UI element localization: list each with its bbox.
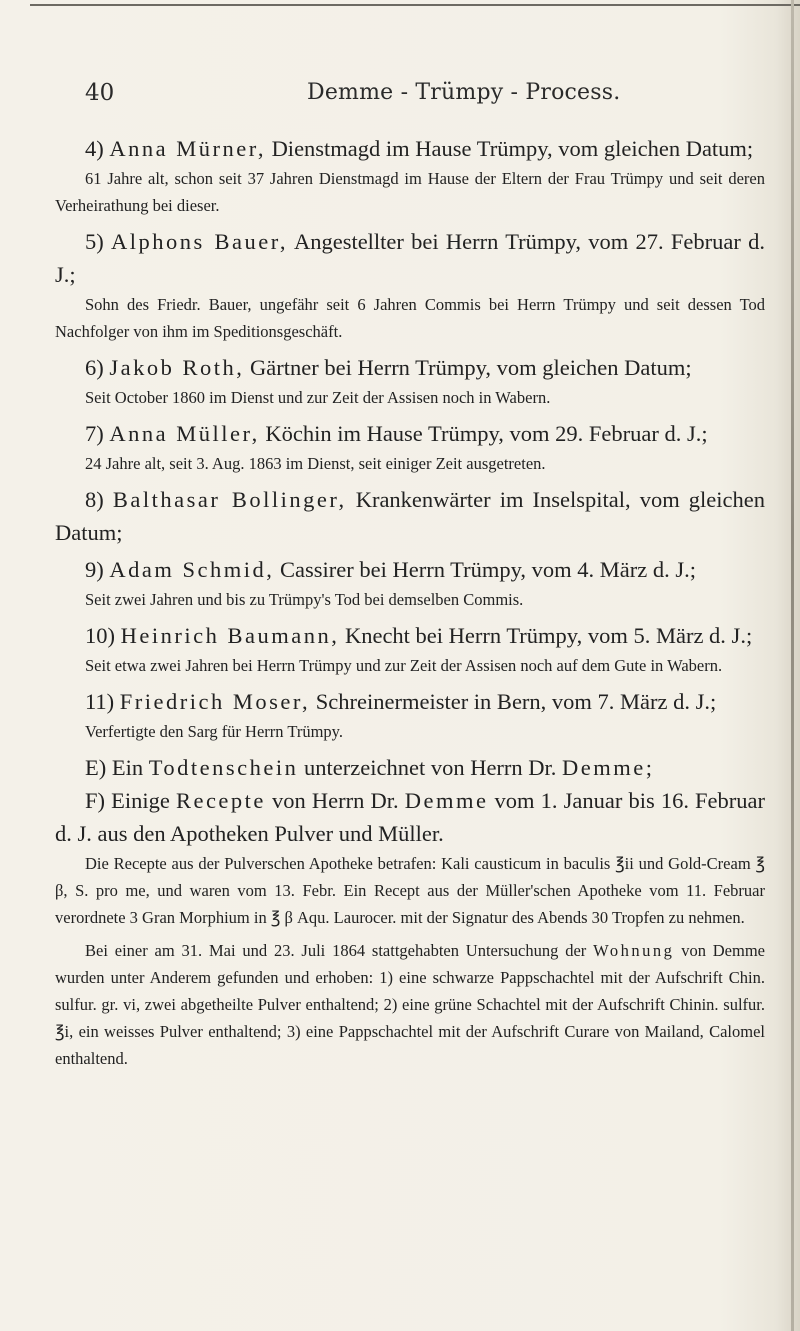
entry-heading: 8) Balthasar Bollinger, Krankenwärter im Inselspital, vom gleichen Datum;	[55, 487, 766, 545]
section-f: F) Einige Recepte von Herrn Dr. Demme vom 1. Januar bis 16. Februar d. J. aus den Apotheken Pulver und Müller.	[55, 788, 766, 846]
paragraph-recepte: Die Recepte aus der Pulverschen Apotheke betrafen: Kali causticum in baculis ℥ii und Gold-Cream ℥ β, S. pro me, und waren vom 13. Febr. Ein Recept aus der Müller'schen Apotheke vom 11. Februar verordnete 3 Gran Morphium in ℥ β Aqu. Laurocer. mit der Signatur des Abends 30 Tropfen zu nehmen.	[55, 854, 765, 927]
entry-note: Verfertigte den Sarg für Herrn Trümpy.	[85, 722, 343, 741]
page-content	[55, 80, 765, 1078]
entry-heading: 5) Alphons Bauer, Angestellter bei Herrn Trümpy, vom 27. Februar d. J.;	[55, 229, 765, 287]
running-title: Demme - Trümpy - Process.	[307, 80, 621, 105]
entry-heading: 7) Anna Müller, Köchin im Hause Trümpy, vom 29. Februar d. J.;	[85, 421, 708, 446]
page-header	[55, 80, 765, 114]
entry-note: 24 Jahre alt, seit 3. Aug. 1863 im Dienst, seit einiger Zeit ausgetreten.	[85, 454, 546, 473]
witness-entry	[55, 417, 765, 477]
witness-entry	[55, 132, 765, 219]
witness-entry	[55, 685, 765, 745]
witness-entry	[55, 553, 765, 613]
entry-note: Seit etwa zwei Jahren bei Herrn Trümpy und zur Zeit der Assisen noch auf dem Gute in Wabern.	[85, 656, 723, 675]
witness-list	[55, 132, 765, 745]
entry-heading: 10) Heinrich Baumann, Knecht bei Herrn Trümpy, vom 5. März d. J.;	[85, 623, 753, 648]
page-number: 40	[85, 80, 115, 106]
witness-entry	[55, 351, 765, 411]
section-e: E) Ein Todtenschein unterzeichnet von Herrn Dr. Demme;	[85, 755, 655, 780]
entry-note: Seit October 1860 im Dienst und zur Zeit der Assisen noch in Wabern.	[85, 388, 551, 407]
entry-note: Sohn des Friedr. Bauer, ungefähr seit 6 Jahren Commis bei Herrn Trümpy und seit dessen Tod Nachfolger von ihm im Speditionsgeschäft.	[55, 295, 765, 341]
witness-entry	[55, 225, 765, 345]
entry-heading: 6) Jakob Roth, Gärtner bei Herrn Trümpy, vom gleichen Datum;	[85, 355, 692, 380]
entry-note: 61 Jahre alt, schon seit 37 Jahren Dienstmagd im Hause der Eltern der Frau Trümpy und seit deren Verheirathung bei dieser.	[55, 169, 765, 215]
page-edge-shadow	[791, 0, 794, 1331]
entry-heading: 4) Anna Mürner, Dienstmagd im Hause Trümpy, vom gleichen Datum;	[85, 136, 754, 161]
entry-note: Seit zwei Jahren und bis zu Trümpy's Tod bei demselben Commis.	[85, 590, 524, 609]
entry-heading: 11) Friedrich Moser, Schreinermeister in Bern, vom 7. März d. J.;	[85, 689, 717, 714]
witness-entry	[55, 483, 765, 549]
paragraph-wohnung: Bei einer am 31. Mai und 23. Juli 1864 stattgehabten Untersuchung der Wohnung von Demme wurden unter Anderem gefunden und erhoben: 1) eine schwarze Pappschachtel mit der Aufschrift Chin. sulfur. gr. vi, zwei abgetheilte Pulver enthaltend; 2) eine grüne Schachtel mit der Aufschrift Chinin. sulfur. ℥i, ein weisses Pulver enthaltend; 3) eine Pappschachtel mit der Aufschrift Curare von Mailand, Calomel enthaltend.	[55, 941, 765, 1068]
entry-heading: 9) Adam Schmid, Cassirer bei Herrn Trümpy, vom 4. März d. J.;	[85, 557, 696, 582]
witness-entry	[55, 619, 765, 679]
top-rule	[30, 4, 800, 6]
